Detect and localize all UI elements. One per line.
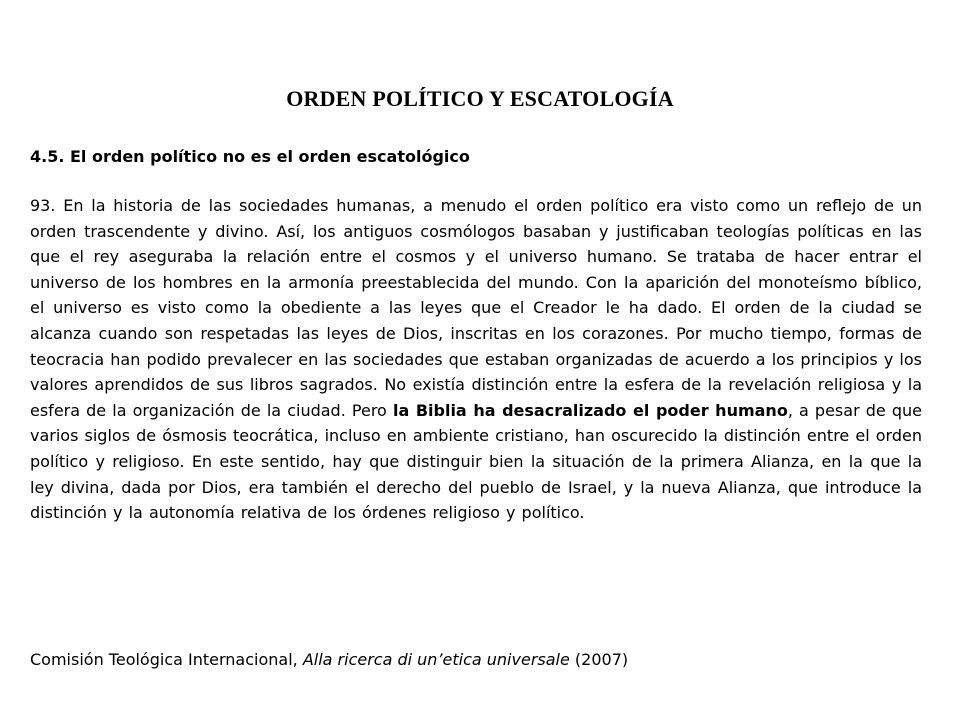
- body-paragraph: [30, 193, 922, 526]
- citation-year: (2007): [569, 650, 629, 669]
- section-heading: 4.5. El orden político no es el orden escatológico: [30, 147, 470, 166]
- paragraph-text-before-emphasis: 93. En la historia de las sociedades humanas, a menudo el orden político era visto como un reflejo de un orden trascendente y divino. Así, los antiguos cosmólogos basaban y justificaban teologías políticas en las que el rey aseguraba la relación entre el cosmos y el universo humano. Se trataba de hacer entrar el universo de los hombres en la armonía preestablecida del mundo. Con la aparición del monoteísmo bíblico, el universo es visto como la obediente a las leyes que el Creador le ha dado. El orden de la ciudad se alcanza cuando son respetadas las leyes de Dios, inscritas en los corazones. Por mucho tiempo, formas de teocracia han podido prevalecer en las sociedades que estaban organizadas de acuerdo a los principios y los valores aprendidos de sus libros sagrados. No existía distinción entre la esfera de la revelación religiosa y la esfera de la organización de la ciudad. Pero: [30, 196, 922, 420]
- citation: [30, 650, 628, 669]
- citation-author: Comisión Teológica Internacional,: [30, 650, 303, 669]
- paragraph-text-after-emphasis: , a pesar de que varios siglos de ósmosis teocrática, incluso en ambiente cristiano, han oscurecido la distinción entre el orden político y religioso. En este sentido, hay que distinguir bien la situación de la primera Alianza, en la que la ley divina, dada por Dios, era también el derecho del pueblo de Israel, y la nueva Alianza, que introduce la distinción y la autonomía relativa de los órdenes religioso y político.: [30, 400, 922, 523]
- citation-work-title: Alla ricerca di un’etica universale: [302, 650, 570, 669]
- paragraph-emphasis: la Biblia ha desacralizado el poder humano: [392, 400, 788, 420]
- page-title: ORDEN POLÍTICO Y ESCATOLOGÍA: [286, 86, 674, 111]
